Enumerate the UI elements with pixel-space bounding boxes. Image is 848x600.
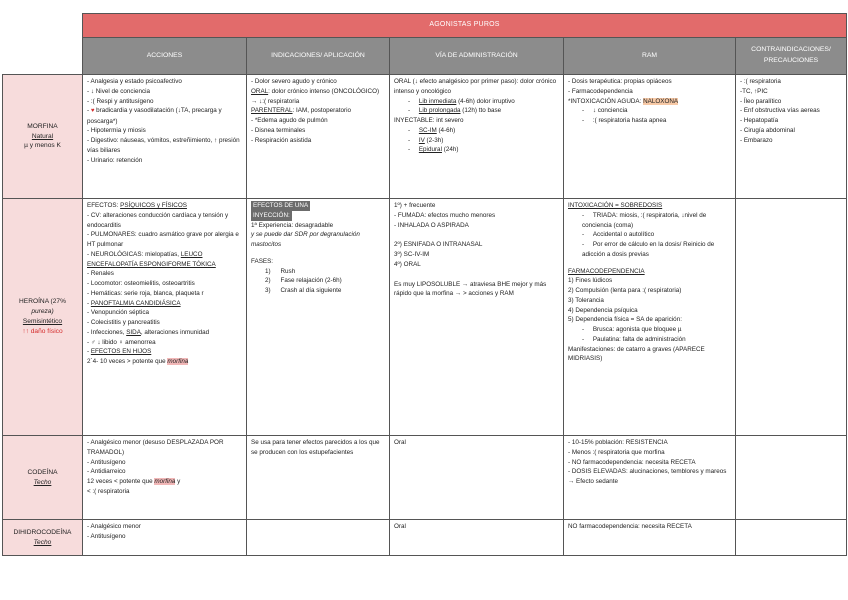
row-codeina	[3, 436, 847, 520]
text-line: - Analgésico menor (desuso DESPLAZADA POR TRAMADOL)	[87, 439, 224, 456]
drug-origin: Techo	[33, 478, 52, 486]
cell-morfina-ram	[564, 75, 736, 199]
text-line: - Disnea terminales	[251, 126, 306, 134]
text-line: 3º) SC-IV-IM	[394, 251, 430, 258]
text-line: - INHALADA O ASPIRADA	[394, 221, 469, 229]
cell-heroina-contra	[736, 199, 847, 436]
text-line: - Dolor severo agudo y crónico	[251, 78, 337, 85]
text-line: - EFECTOS EN HIJOS	[87, 348, 152, 356]
text-line: - Antidiarreico	[87, 468, 126, 476]
text-line: - Lib inmediata (4-6h) dolor irruptivo	[408, 97, 515, 105]
text-line: pureza)	[31, 308, 54, 316]
label-morfina	[3, 75, 83, 199]
cell-heroina-indicaciones	[247, 199, 390, 436]
text-line: - 10-15% población: RESISTENCIA	[568, 439, 668, 446]
text-line: 1) Rush	[265, 267, 296, 275]
text-line: - Renales	[87, 270, 114, 278]
text-line: 1) Fines lúdicos	[568, 277, 613, 285]
corner-blank-2	[3, 38, 83, 75]
drug-name: CODEÍNA	[27, 468, 58, 476]
cell-codeina-via: Oral	[390, 436, 564, 520]
text-line: - Digestivo: náuseas, vómitos, estreñimiento, ↑ presión vías biliares	[87, 137, 240, 154]
cell-dihidro-ram: NO farmacodependencia: necesita RECETA	[564, 520, 736, 556]
text-line: - ↓ Nivel de conciencia	[87, 87, 150, 95]
drug-origin: Natural	[31, 132, 54, 140]
text-line: - Cirugía abdominal	[740, 126, 795, 134]
header-ram: RAM	[564, 38, 736, 75]
text-line: - Analgésico menor	[87, 523, 141, 530]
cell-morfina-acciones	[83, 75, 247, 199]
text-line: 4) Dependencia psíquica	[568, 306, 638, 314]
text-line: - ↓ conciencia	[582, 107, 628, 115]
text-line: PARENTERAL: IAM, postoperatorio	[251, 107, 351, 115]
text-line: ORAL: dolor crónico intenso (ONCOLÓGICO) → ↓:( respiratoria	[251, 87, 380, 105]
label-heroina	[3, 199, 83, 436]
text-line: - Infecciones, SIDA, alteraciones inmunidad	[87, 328, 210, 336]
text-line: - Lib prolongada (12h) tto base	[408, 107, 502, 115]
label-dihidrocodeina	[3, 520, 83, 556]
text-line: INTOXICACIÓN = SOBREDOSIS	[568, 202, 663, 209]
row-morfina	[3, 75, 847, 199]
text-line: - Íleo paralítico	[740, 97, 782, 105]
text-line: 2´4- 10 veces > potente que morfina	[87, 358, 189, 365]
corner-blank	[3, 14, 83, 38]
text-line: - FUMADA: efectos mucho menores	[394, 211, 496, 219]
text-line: - Paulatina: falta de administración	[582, 335, 686, 343]
text-line: 2) Compulsión (lenta para :( respiratoria)	[568, 287, 682, 294]
text-line: y se puede dar SDR por degranulación mastocitos	[251, 231, 360, 248]
text-line: Es muy LIPOSOLUBLE → atraviesa BHE mejor y más rápido que la morfina → > acciones y RAM	[394, 280, 547, 298]
text-line: ↑↑ daño físico	[22, 327, 63, 335]
text-line: EFECTOS DE UNA	[253, 202, 309, 209]
text-line: - Antitusígeno	[87, 458, 126, 466]
cell-codeina-indicaciones: Se usa para tener efectos parecidos a los que se producen con los estupefacientes	[247, 436, 390, 520]
text-line: - NO farmacodependencia: necesita RECETA	[568, 458, 696, 466]
drug-name: DIHIDROCODEÍNA	[13, 528, 72, 536]
heart-icon: ♥	[90, 108, 95, 115]
text-line: 2º) ESNIFADA O INTRANASAL	[394, 241, 483, 249]
cell-dihidro-acciones	[83, 520, 247, 556]
row-heroina	[3, 199, 847, 436]
header-contra: CONTRAINDICACIONES/ PRECAUCIONES	[736, 38, 847, 75]
header-acciones: ACCIONES	[83, 38, 247, 75]
text-line: 3) Tolerancia	[568, 296, 604, 304]
text-line: - DOSIS ELEVADAS: alucinaciones, temblores y mareos → Efecto sedante	[568, 468, 727, 485]
text-line: - Por error de cálculo en la dosis/ Reinicio de adicción a dosis previas	[582, 241, 715, 258]
text-line: 2) Fase relajación (2-6h)	[265, 277, 342, 285]
text-line: - TRIADA: miosis, :( respiratoria, ↓nivel de conciencia (coma)	[582, 211, 707, 229]
drug-name: MORFINA	[27, 122, 58, 130]
header-via: VÍA DE ADMINISTRACIÓN	[390, 38, 564, 75]
text-line: - :( respiratoria hasta apnea	[582, 117, 667, 124]
text-line: - IV (2-3h)	[408, 136, 444, 144]
text-line: - Urinario: retención	[87, 156, 143, 164]
row-dihidrocodeina	[3, 520, 847, 556]
text-line: 1ª Experiencia: desagradable	[251, 221, 334, 229]
text-line: - *Edema agudo de pulmón	[251, 117, 328, 124]
text-line: 5) Dependencia física = SA de aparición:	[568, 316, 682, 324]
text-line: - Respiración asistida	[251, 136, 312, 144]
text-line: INYECCIÓN:	[253, 211, 290, 219]
text-line: 12 veces < potente que morfina y	[87, 478, 181, 485]
text-line: -TC, ↑PIC	[740, 87, 768, 95]
cell-codeina-ram	[564, 436, 736, 520]
text-line: - Farmacodependencia	[568, 87, 633, 95]
text-line: FARMACODEPENDENCIA	[568, 267, 645, 275]
text-line: INYECTABLE: int severo	[394, 117, 464, 124]
text-line: - NEUROLÓGICAS: mielopatías, LEUCO ENCEFALOPATÍA ESPONGIFORME TÓKICA	[87, 250, 216, 268]
text-line: - Hepatopatía	[740, 117, 779, 124]
cell-codeina-contra	[736, 436, 847, 520]
text-line: - Antitusígeno	[87, 532, 126, 540]
text-line: - Hipotermia y miosis	[87, 127, 146, 135]
text-line: *INTOXICACIÓN AGUDA: NALOXONA	[568, 97, 679, 105]
text-line: - Analgesia y estado psicoafectivo	[87, 78, 182, 85]
cell-morfina-indicaciones	[247, 75, 390, 199]
cell-dihidro-via: Oral	[390, 520, 564, 556]
text-line: - ♥ bradicardia y vasodilatación (↓TA, precarga y poscarga*)	[87, 107, 222, 125]
text-line: FASES:	[251, 257, 274, 265]
text-line: - Enf obstructiva vías aereas	[740, 107, 820, 115]
table-banner: AGONISTAS PUROS	[83, 14, 847, 38]
cell-heroina-via	[390, 199, 564, 436]
cell-morfina-contra	[736, 75, 847, 199]
text-line: < :( respiratoria	[87, 487, 130, 495]
text-line: 3) Crash al día siguiente	[265, 287, 342, 294]
header-row	[3, 38, 847, 75]
text-line: - PULMONARES: cuadro asmático grave por alergia e HT pulmonar	[87, 231, 239, 248]
text-line: - Colecistitis y pancreatitis	[87, 319, 160, 326]
cell-codeina-acciones	[83, 436, 247, 520]
label-codeina	[3, 436, 83, 520]
text-line: - :( Respi y antitusígeno	[87, 97, 154, 105]
text-line: HEROÍNA (27%	[19, 298, 66, 306]
text-line: - Dosis terapéutica: propias opiáceos	[568, 78, 672, 85]
text-line: - SC-IM (4-6h)	[408, 126, 456, 134]
text-line: ORAL (↓ efecto analgésico por primer paso): dolor crónico intenso y oncológico	[394, 78, 557, 95]
text-line: - CV: alteraciones conducción cardíaca y tensión y endocarditis	[87, 211, 229, 229]
text-line: - PANOFTALMIA CANDIDIÁSICA	[87, 299, 181, 307]
text-line: Manifestaciones: de catarro a graves (APARECE MIDRIASIS)	[568, 345, 705, 363]
text-line: - Embarazo	[740, 136, 773, 144]
text-line: - Epidural (24h)	[408, 146, 459, 154]
text-line: 1º) + frecuente	[394, 202, 436, 209]
banner-row	[3, 14, 847, 38]
text-line: - Brusca: agonista que bloquee µ	[582, 326, 682, 333]
text-line: - Locomotor: osteomielitis, osteoartritis	[87, 280, 195, 287]
opioid-table	[2, 13, 847, 556]
text-line: - Venopunción séptica	[87, 309, 149, 317]
drug-receptors: µ y menos K	[24, 142, 61, 150]
cell-morfina-via	[390, 75, 564, 199]
text-line: 4º) ORAL	[394, 260, 421, 268]
cell-heroina-acciones	[83, 199, 247, 436]
text-line: - ♂ ↓ libido ♀ amenorrea	[87, 338, 156, 346]
header-indicaciones: INDICACIONES/ APLICACIÓN	[247, 38, 390, 75]
drug-origin: Semisintético	[22, 318, 63, 325]
text-line: - Accidental o autolítico	[582, 231, 655, 239]
cell-heroina-ram	[564, 199, 736, 436]
drug-origin: Techo	[33, 538, 52, 546]
text-line: - Menos :( respiratoria que morfina	[568, 448, 665, 456]
cell-dihidro-contra	[736, 520, 847, 556]
text-line: - :( respiratoria	[740, 78, 781, 85]
text-line: EFECTOS: PSÍQUICOS y FÍSICOS	[87, 202, 187, 209]
text-line: - Hemáticas: serie roja, blanca, plaqueta r	[87, 289, 204, 297]
cell-dihidro-indicaciones	[247, 520, 390, 556]
